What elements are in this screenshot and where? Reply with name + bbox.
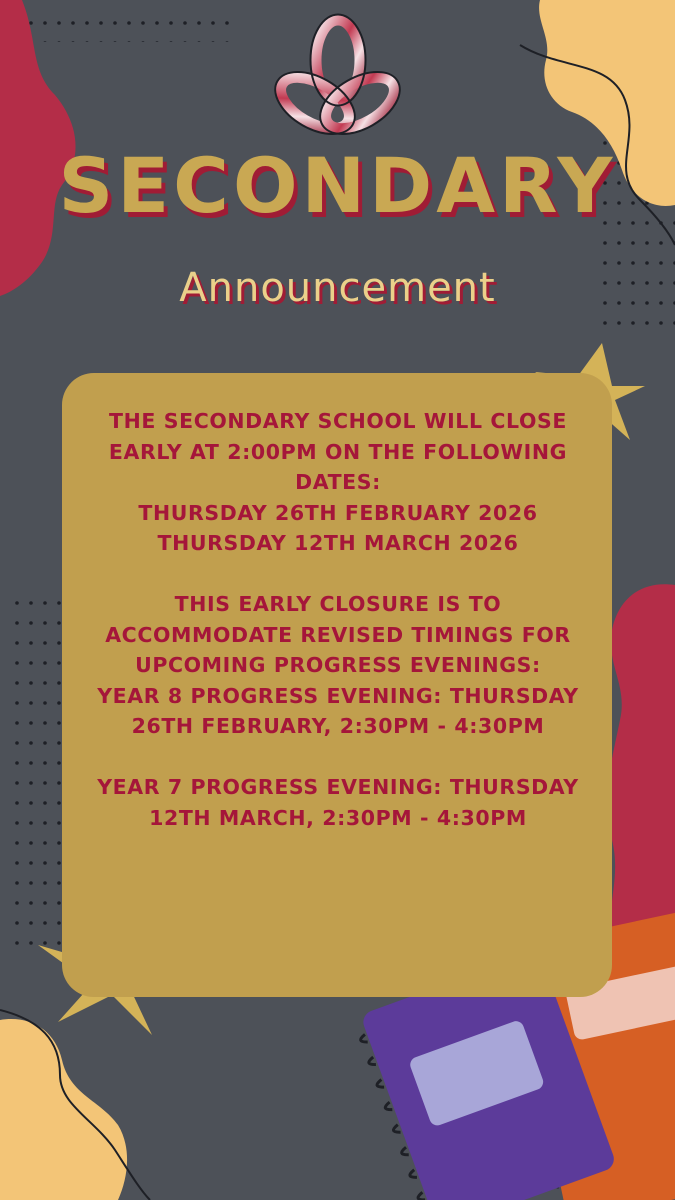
year7-evening: 12TH MARCH, 2:30PM - 4:30PM bbox=[149, 805, 527, 830]
spacer bbox=[82, 559, 594, 590]
notice-line: UPCOMING PROGRESS EVENINGS: bbox=[135, 653, 541, 677]
year8-evening: 26TH FEBRUARY, 2:30PM - 4:30PM bbox=[131, 714, 545, 738]
interlocking-rings-logo bbox=[265, 15, 411, 147]
page-subtitle: Announcement bbox=[179, 265, 496, 311]
crimson-blob bbox=[607, 584, 675, 935]
dot-grid bbox=[10, 600, 70, 960]
dot-grid bbox=[20, 20, 235, 42]
announcement-text bbox=[82, 406, 594, 833]
notice-line: THE SECONDARY SCHOOL WILL CLOSE bbox=[109, 409, 567, 433]
page-title: SECONDARY bbox=[58, 141, 617, 230]
sand-blob bbox=[0, 1019, 127, 1200]
notice-line: EARLY AT 2:00PM ON THE FOLLOWING bbox=[108, 439, 568, 464]
notice-line: ACCOMMODATE REVISED TIMINGS FOR bbox=[105, 622, 571, 647]
closure-date: THURSDAY 12TH MARCH 2026 bbox=[157, 531, 519, 555]
closure-date: THURSDAY 26TH FEBRUARY 2026 bbox=[138, 500, 538, 525]
year8-evening: YEAR 8 PROGRESS EVENING: THURSDAY bbox=[97, 683, 579, 708]
notice-line: DATES: bbox=[295, 470, 381, 494]
year7-evening: YEAR 7 PROGRESS EVENING: THURSDAY bbox=[97, 775, 579, 799]
spacer bbox=[82, 742, 594, 773]
notice-line: THIS EARLY CLOSURE IS TO bbox=[174, 592, 502, 616]
